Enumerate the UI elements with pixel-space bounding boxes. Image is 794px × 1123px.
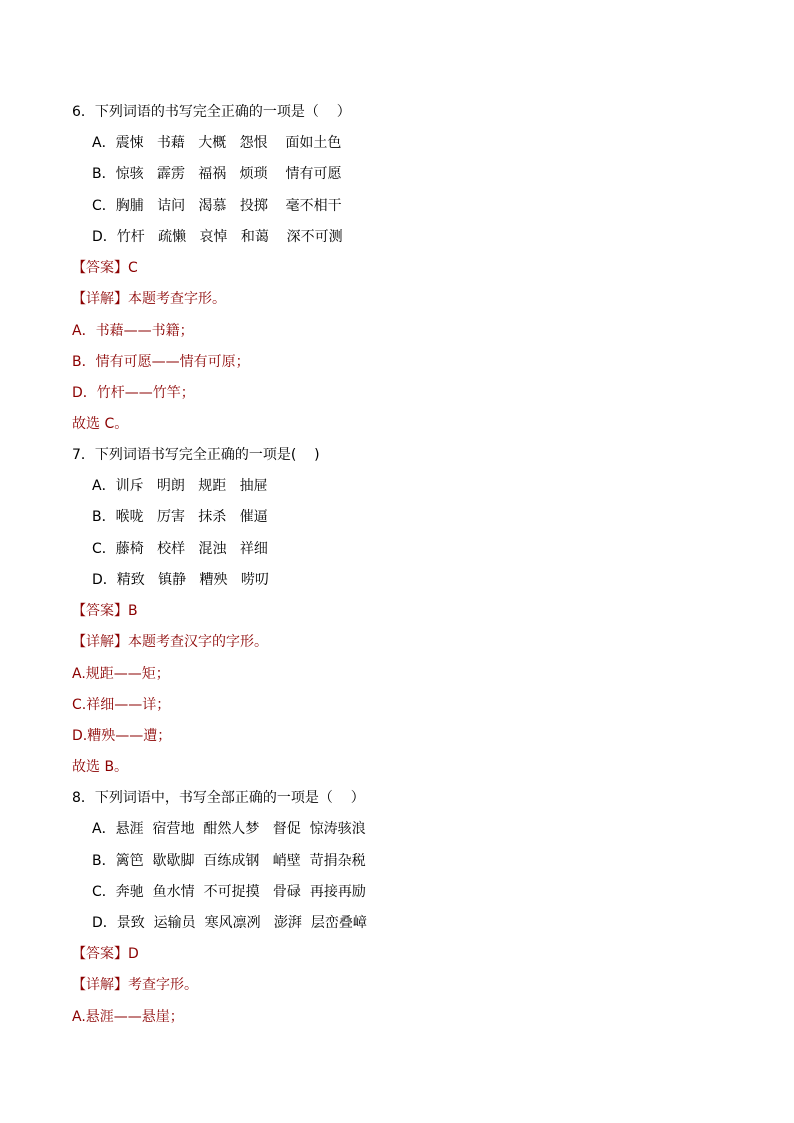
question-7-conclusion: 故选 B。 bbox=[72, 759, 129, 775]
question-6-detail-line-2: B．情有可愿——情有可原； bbox=[72, 354, 250, 370]
question-6-option-a: A．震悚 书藉 大概 怨恨 面如土色 bbox=[92, 135, 342, 151]
question-6-option-b: B．惊骇 霹雳 福祸 烦琐 情有可愿 bbox=[92, 166, 342, 182]
question-7-detail bbox=[72, 633, 268, 651]
detail-intro: 考查字形。 bbox=[128, 977, 198, 993]
answer-label: 【答案】 bbox=[72, 946, 128, 962]
question-7-stem: 7．下列词语书写完全正确的一项是( ) bbox=[72, 447, 320, 463]
question-6-detail bbox=[72, 290, 226, 308]
question-8-detail bbox=[72, 976, 198, 994]
question-6-option-c: C．胸脯 诘问 渴慕 投掷 毫不相干 bbox=[92, 198, 342, 214]
question-6-answer bbox=[72, 259, 138, 277]
question-7-detail-line-2: C.祥细——详； bbox=[72, 697, 171, 713]
question-7-option-a: A．训斥 明朗 规距 抽屉 bbox=[92, 478, 268, 494]
question-6-detail-line-3: D．竹杆——竹竿； bbox=[72, 385, 195, 401]
question-6-detail-line-1: A．书藉——书籍； bbox=[72, 323, 194, 339]
question-8-option-d: D．景致 运输员 寒风凛冽 澎湃 层峦叠嶂 bbox=[92, 915, 367, 931]
question-8-answer bbox=[72, 945, 139, 963]
answer-value: C bbox=[128, 260, 138, 276]
question-8-option-c: C．奔驰 鱼水情 不可捉摸 骨碌 再接再励 bbox=[92, 884, 366, 900]
question-8-option-a: A．悬涯 宿营地 酣然人梦 督促 惊涛骇浪 bbox=[92, 821, 366, 837]
question-6-conclusion: 故选 C。 bbox=[72, 416, 129, 432]
question-7-option-b: B．喉咙 厉害 抹杀 催逼 bbox=[92, 509, 268, 525]
question-6-option-d: D．竹杆 疏懒 哀悼 和蔼 深不可测 bbox=[92, 229, 343, 245]
answer-value: D bbox=[128, 946, 139, 962]
answer-label: 【答案】 bbox=[72, 603, 128, 619]
question-8-detail-line-1: A.悬涯——悬崖； bbox=[72, 1009, 184, 1025]
detail-label: 【详解】 bbox=[72, 977, 128, 993]
detail-intro: 本题考查汉字的字形。 bbox=[128, 634, 268, 650]
question-7-answer bbox=[72, 602, 138, 620]
question-7-detail-line-1: A.规距——矩； bbox=[72, 666, 170, 682]
answer-label: 【答案】 bbox=[72, 260, 128, 276]
detail-label: 【详解】 bbox=[72, 291, 128, 307]
detail-intro: 本题考查字形。 bbox=[128, 291, 226, 307]
question-8-stem: 8．下列词语中，书写全部正确的一项是（ ） bbox=[72, 790, 365, 806]
question-6-stem: 6．下列词语的书写完全正确的一项是（ ） bbox=[72, 104, 351, 120]
question-7-option-c: C．藤椅 校样 混浊 祥细 bbox=[92, 541, 268, 557]
question-7-detail-line-3: D.糟殃——遭； bbox=[72, 728, 172, 744]
answer-value: B bbox=[128, 603, 138, 619]
question-8-option-b: B．篱笆 歇歇脚 百练成钢 峭壁 苛捐杂税 bbox=[92, 853, 366, 869]
detail-label: 【详解】 bbox=[72, 634, 128, 650]
question-7-option-d: D．精致 镇静 糟殃 唠叨 bbox=[92, 572, 269, 588]
